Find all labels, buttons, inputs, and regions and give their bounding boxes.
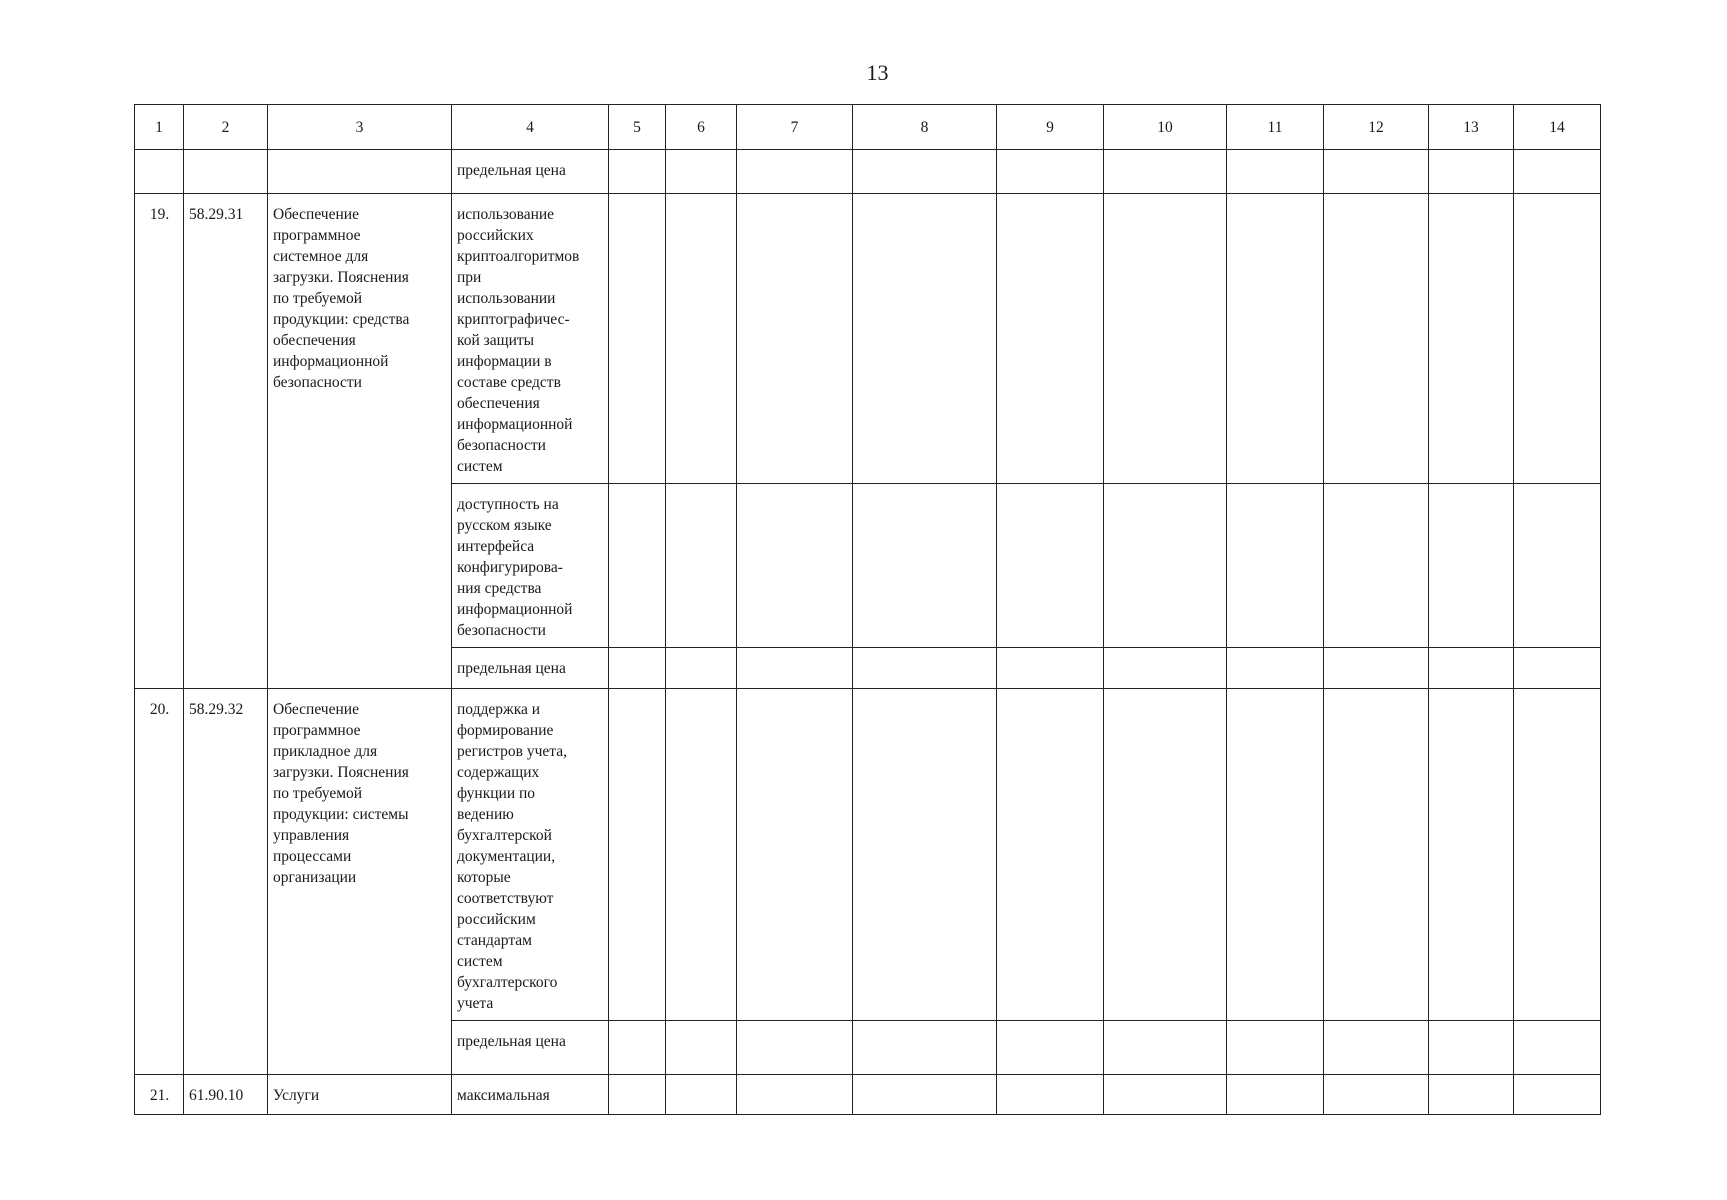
okpd-code-cell: 58.29.31: [184, 194, 268, 689]
table-row-20: [135, 689, 1601, 1021]
header-cell: 2: [184, 105, 268, 150]
row-number-cell: 20.: [135, 689, 184, 1075]
header-cell: 10: [1104, 105, 1227, 150]
characteristic-cell: доступность на русском языке интерфейса конфигурирова- ния средства информационной безопасности: [452, 484, 609, 648]
header-cell: 11: [1227, 105, 1324, 150]
header-cell: 1: [135, 105, 184, 150]
header-cell: 3: [268, 105, 452, 150]
row-number-cell: 21.: [135, 1075, 184, 1115]
product-name-cell: Обеспечение программное прикладное для загрузки. Пояснения по требуемой продукции: системы управления процессами организации: [268, 689, 452, 1075]
product-name-cell: Услуги: [268, 1075, 452, 1115]
characteristic-cell: использование российских криптоалгоритмов при использовании криптографичес- кой защиты информации в составе средств обеспечения информационной безопасности систем: [452, 194, 609, 484]
header-cell: 14: [1514, 105, 1601, 150]
okpd-code-cell: 58.29.32: [184, 689, 268, 1075]
row-number-cell: 19.: [135, 194, 184, 689]
characteristic-cell: предельная цена: [452, 1021, 609, 1075]
header-cell: 8: [853, 105, 997, 150]
characteristic-cell: максимальная: [452, 1075, 609, 1115]
header-cell: 6: [666, 105, 737, 150]
header-cell: 5: [609, 105, 666, 150]
header-row: [135, 105, 1601, 150]
header-cell: 12: [1324, 105, 1429, 150]
header-cell: 4: [452, 105, 609, 150]
characteristic-cell: предельная цена: [452, 648, 609, 689]
product-name-cell: Обеспечение программное системное для загрузки. Пояснения по требуемой продукции: средства обеспечения информационной безопасности: [268, 194, 452, 689]
table-row-21: [135, 1075, 1601, 1115]
header-cell: 13: [1429, 105, 1514, 150]
empty-cell: [135, 150, 184, 194]
characteristic-cell: предельная цена: [452, 150, 609, 194]
page-number: 13: [866, 60, 889, 85]
header-cell: 7: [737, 105, 853, 150]
okpd-code-cell: 61.90.10: [184, 1075, 268, 1115]
empty-cell: [184, 150, 268, 194]
table-row-19: [135, 194, 1601, 484]
table-row-continuation: [135, 150, 1601, 194]
empty-cell: [268, 150, 452, 194]
characteristic-cell: поддержка и формирование регистров учета, содержащих функции по ведению бухгалтерской документации, которые соответствуют российским стандартам систем бухгалтерского учета: [452, 689, 609, 1021]
requirements-table: [134, 104, 1601, 1115]
header-cell: 9: [997, 105, 1104, 150]
